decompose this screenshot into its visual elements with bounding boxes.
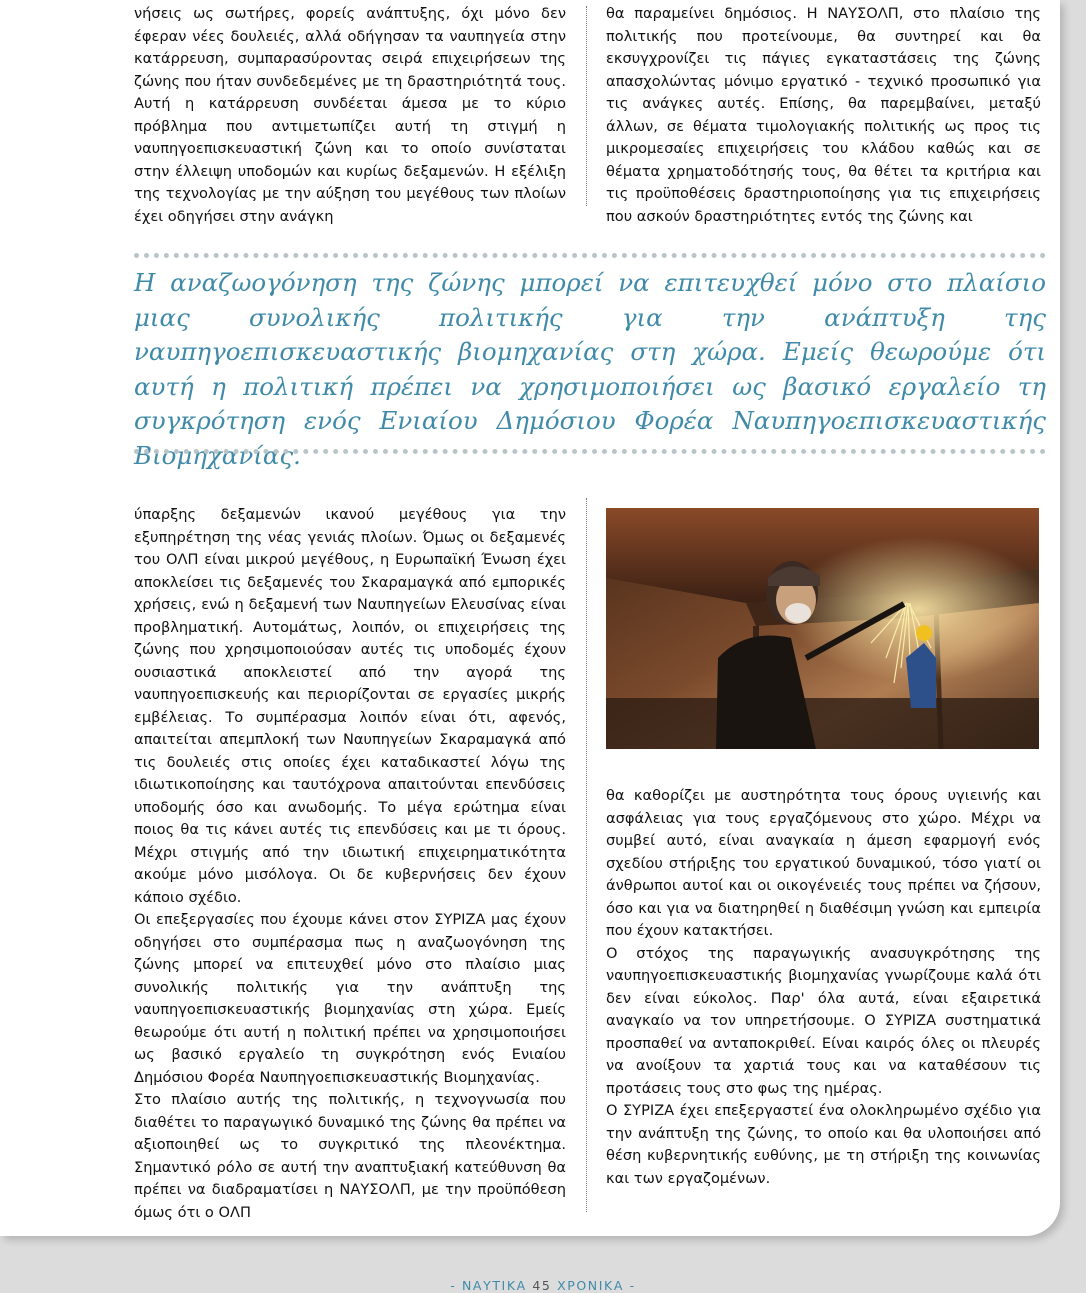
page-number: 45	[532, 1278, 552, 1293]
paragraph: Οι επεξεργασίες που έχουμε κάνει στον ΣΥΡΙΖΑ μας έχουν οδηγήσει στο συμπέρασμα πως η αναζωογόνηση της ζώνης μπορεί να επιτευχθεί μόνο στο πλαίσιο μιας συνολικής πολιτικής για την ανάπτυξη της ναυπηγοεπισκευαστικής βιομηχανίας στη χώρα. Εμείς θεωρούμε ότι αυτή η πολιτική πρέπει να χρησιμοποιήσει ως βασικό εργαλείο τη συγκρότηση ενός Ενιαίου Δημόσιου Φορέα Ναυπηγοεπισκευαστικής Βιομηχανίας.	[134, 911, 566, 1086]
bottom-right-column	[606, 785, 1041, 1190]
paragraph: Στο πλαίσιο αυτής της πολιτικής, η τεχνογνωσία που διαθέτει το παραγωγικό δυναμικό της ζώνης θα πρέπει να αξιοποιηθεί ως το συγκριτικό της πλεονέκτημα. Σημαντικό ρόλο σε αυτή την αναπτυξιακή κατεύθυνση θα πρέπει να διαδραματίσει η ΝΑΥΣΟΛΠ, με την προϋπόθεση όμως ότι ο ΟΛΠ	[134, 1091, 566, 1221]
pull-quote: Η αναζωογόνηση της ζώνης μπορεί να επιτευχθεί μόνο στο πλαίσιο μιας συνολικής πολιτικής για την ανάπτυξη της ναυπηγοεπισκευαστικής βιομηχανίας στη χώρα. Εμείς θεωρούμε ότι αυτή η πολιτική πρέπει να χρησιμοποιήσει ως βασικό εργαλείο τη συγκρότηση ενός Ενιαίου Δημόσιου Φορέα Ναυπηγοεπισκευαστικής Βιομηχανίας.	[134, 268, 1046, 470]
top-left-column	[134, 3, 566, 228]
paragraph: θα καθορίζει με αυστηρότητα τους όρους υγιεινής και ασφάλειας για τους εργαζόμενους στο χώρο. Μέχρι να συμβεί αυτό, είναι αναγκαία η άμεση εφαρμογή ενός σχεδίου στήριξης του εργατικού δυναμικού, τόσο γιατί οι άνθρωποι αυτοί και οι οικογένειές τους πρέπει να ζήσουν, όσο και για να διατηρηθεί η διαθέσιμη γνώση και εμπειρία που έχουν κατακτήσει.	[606, 787, 1041, 939]
top-right-column	[606, 3, 1041, 228]
magazine-name-part2: ΧΡΟΝΙΚΑ	[557, 1278, 624, 1293]
magazine-name-part1: ΝΑΥΤΙΚΑ	[461, 1278, 527, 1293]
paragraph: θα παραμείνει δημόσιος. Η ΝΑΥΣΟΛΠ, στο πλαίσιο της πολιτικής που προτείνουμε, θα συντηρεί και θα εκσυγχρονίζει τις πάγιες εγκαταστάσεις της ζώνης απασχολώντας μόνιμο εργατικό - τεχνικό προσωπικό για τις ανάγκες αυτές. Επίσης, θα παρεμβαίνει, μεταξύ άλλων, σε θέματα τιμολογιακής πολιτικής ως προς τις μικρομεσαίες επιχειρήσεις του κλάδου καθώς και σε θέματα χρηματοδότησής τους, θα θέτει τα κριτήρια και τις προϋποθέσεις δραστηριοποίησης για τις επιχειρήσεις που ασκούν δραστηριότητες εντός της ζώνης και	[606, 5, 1041, 225]
dotted-rule-bottom	[134, 449, 1046, 454]
shipyard-worker-photo	[606, 508, 1039, 749]
footer-dash: -	[629, 1278, 636, 1293]
paragraph: Ο στόχος της παραγωγικής ανασυγκρότησης της ναυπηγοεπισκευαστικής βιομηχανίας γνωρίζουμε καλά ότι δεν είναι εύκολος. Παρ' όλα αυτά, είναι εξαιρετικά αναγκαίο να τον υπηρετήσουμε. Ο ΣΥΡΙΖΑ συστηματικά προσπαθεί να ανταποκριθεί. Είναι καιρός όλες οι πλευρές να ανοίξουν τα χαρτιά τους και να καταθέσουν τις προτάσεις τους στο φως της ημέρας.	[606, 944, 1041, 1097]
footer-dash: -	[450, 1278, 457, 1293]
paragraph: νήσεις ως σωτήρες, φορείς ανάπτυξης, όχι μόνο δεν έφεραν νέες δουλειές, αλλά οδήγησαν τα ναυπηγεία στην κατάρρευση, συμπαρασύροντας σειρά επιχειρήσεων της ζώνης που ήταν συνδεδεμένες με τη δραστηριότητά τους. Αυτή η κατάρρευση συνδέεται άμεσα με το κύριο πρόβλημα που αντιμετωπίζει αυτή τη στιγμή η ναυπηγοεπισκευαστική ζώνη και το οποίο συνίσταται στην έλλειψη υποδομών και κυρίως δεξαμενών. Η εξέλιξη της τεχνολογίας με την αύξηση του μεγέθους των πλοίων έχει οδηγήσει στην ανάγκη	[134, 5, 566, 225]
paragraph: ύπαρξης δεξαμενών ικανού μεγέθους για την εξυπηρέτηση της νέας γενιάς πλοίων. Όμως οι δεξαμενές του ΟΛΠ είναι μικρού μεγέθους, η Ευρωπαϊκή Ένωση έχει αποκλείσει τις δεξαμενές του Σκαραμαγκά από εμπορικές χρήσεις, ενώ η δεξαμενή των Ναυπηγείων Ελευσίνας είναι προβληματική. Αυτομάτως, λοιπόν, οι επιχειρήσεις της ζώνης που χρησιμοποιούσαν αυτές τις υποδομές έχουν ουσιαστικά αποκλειστεί από την αγορά της ναυπηγοεπισκευής και περιορίζονται σε εργασίες μικρής εμβέλειας. Το συμπέρασμα λοιπόν είναι ότι, αφενός, απαιτείται απεμπλοκή των Ναυπηγείων Σκαραμαγκά από τις δουλειές στις οποίες έχει καταδικαστεί λόγω της ιδιωτικοποίησης και ταυτόχρονα απαιτούνται επενδύσεις υποδομής όσο και ανωδομής. Το μέγα ερώτημα είναι ποιος θα τις κάνει αυτές τις επενδύσεις και με τι όρους. Μέχρι στιγμής από την ιδιωτική επιχειρηματικότητα ακούμε μόνο μισόλογα. Οι δε κυβερνήσεις δεν έχουν κάποιο σχέδιο.	[134, 506, 566, 906]
paragraph: Ο ΣΥΡΙΖΑ έχει επεξεργαστεί ένα ολοκληρωμένο σχέδιο για την ανάπτυξη της ζώνης, το οποίο και θα υλοποιήσει από θέση κυβερνητικής ευθύνης, με τη στήριξη της κοινωνίας και των εργαζομένων.	[606, 1102, 1041, 1187]
column-divider	[586, 498, 587, 1212]
dotted-rule-top	[134, 253, 1046, 258]
bottom-left-column	[134, 504, 566, 1224]
column-divider	[586, 6, 587, 206]
